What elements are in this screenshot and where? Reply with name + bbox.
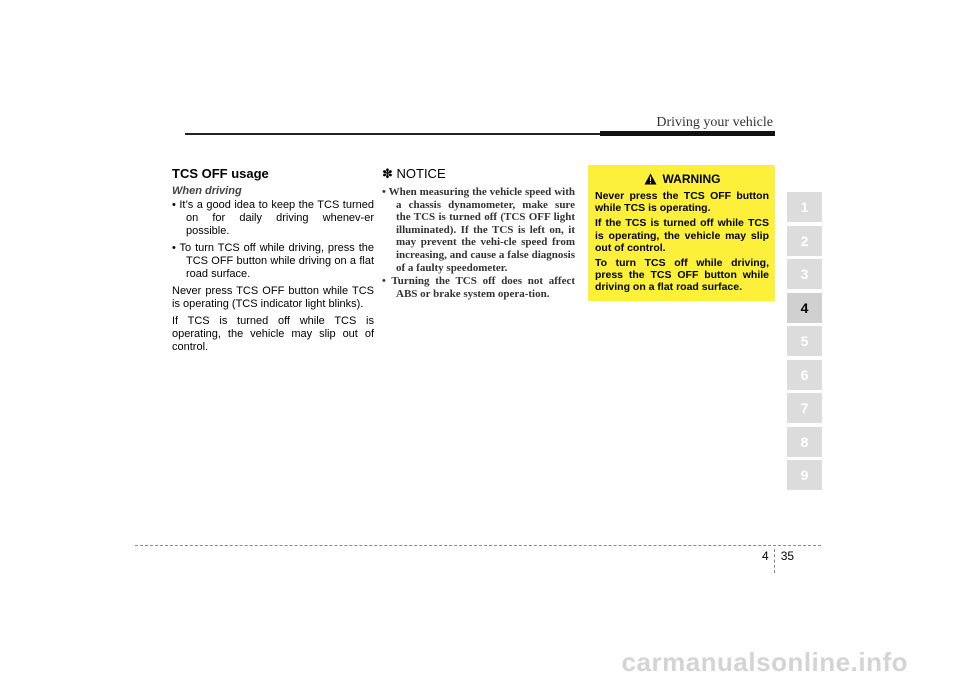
page-number-separator xyxy=(774,549,776,573)
chapter-index xyxy=(787,192,822,494)
notice-bullet: • When measuring the vehicle speed with a chassis dynamometer, make sure the TCS is turned off (TCS OFF light illuminated). If the TCS is left on, it may prevent the vehi-cle speed from increasing, and cause a false diagnosis of a faulty speedometer. xyxy=(382,186,575,274)
chapter-tab-1[interactable]: 1 xyxy=(787,192,822,222)
warning-paragraph: To turn TCS off while driving, press the TCS OFF button while driving on a flat road surface. xyxy=(595,257,769,294)
chapter-tab-7[interactable]: 7 xyxy=(787,393,822,423)
warning-box xyxy=(588,165,775,301)
body-paragraph: If TCS is turned off while TCS is operating, the vehicle may slip out of control. xyxy=(172,315,374,353)
chapter-tab-9[interactable]: 9 xyxy=(787,460,822,490)
notice-title: ✽ NOTICE xyxy=(382,166,446,181)
bullet-item: • To turn TCS off while driving, press the TCS OFF button while driving on a flat road surface. xyxy=(172,242,374,280)
chapter-tab-2[interactable]: 2 xyxy=(787,226,822,256)
header-rule-accent xyxy=(600,131,775,136)
watermark-text: carmanualsonline.info xyxy=(621,646,908,677)
chapter-tab-8[interactable]: 8 xyxy=(787,427,822,457)
chapter-tab-3[interactable]: 3 xyxy=(787,259,822,289)
watermark xyxy=(0,646,960,678)
subhead-when-driving: When driving xyxy=(172,185,242,197)
page-chapter-number: 4 xyxy=(762,549,769,563)
warning-title: WARNING xyxy=(662,172,721,186)
header-title: Driving your vehicle xyxy=(656,115,773,130)
notice-column xyxy=(382,166,575,301)
section-title: TCS OFF usage xyxy=(172,166,269,181)
warning-paragraph: If the TCS is turned off while TCS is operating, the vehicle may slip out of control. xyxy=(595,217,769,254)
notice-bullet: • Turning the TCS off does not affect ABS or brake system opera-tion. xyxy=(382,275,575,300)
body-paragraph: Never press TCS OFF button while TCS is operating (TCS indicator light blinks). xyxy=(172,285,374,310)
page-number-value: 35 xyxy=(780,549,795,563)
footer-rule xyxy=(135,545,821,546)
chapter-tab-5[interactable]: 5 xyxy=(787,326,822,356)
bullet-item: • It’s a good idea to keep the TCS turned on for daily driving whenev-er possible. xyxy=(172,199,374,237)
warning-paragraph: Never press the TCS OFF button while TCS is operating. xyxy=(595,190,769,215)
page-number xyxy=(762,549,794,573)
chapter-tab-6[interactable]: 6 xyxy=(787,360,822,390)
warning-header xyxy=(595,172,769,186)
chapter-tab-4[interactable]: 4 xyxy=(787,293,822,323)
tcs-off-usage-column xyxy=(172,166,374,358)
warning-triangle-icon xyxy=(644,173,657,185)
